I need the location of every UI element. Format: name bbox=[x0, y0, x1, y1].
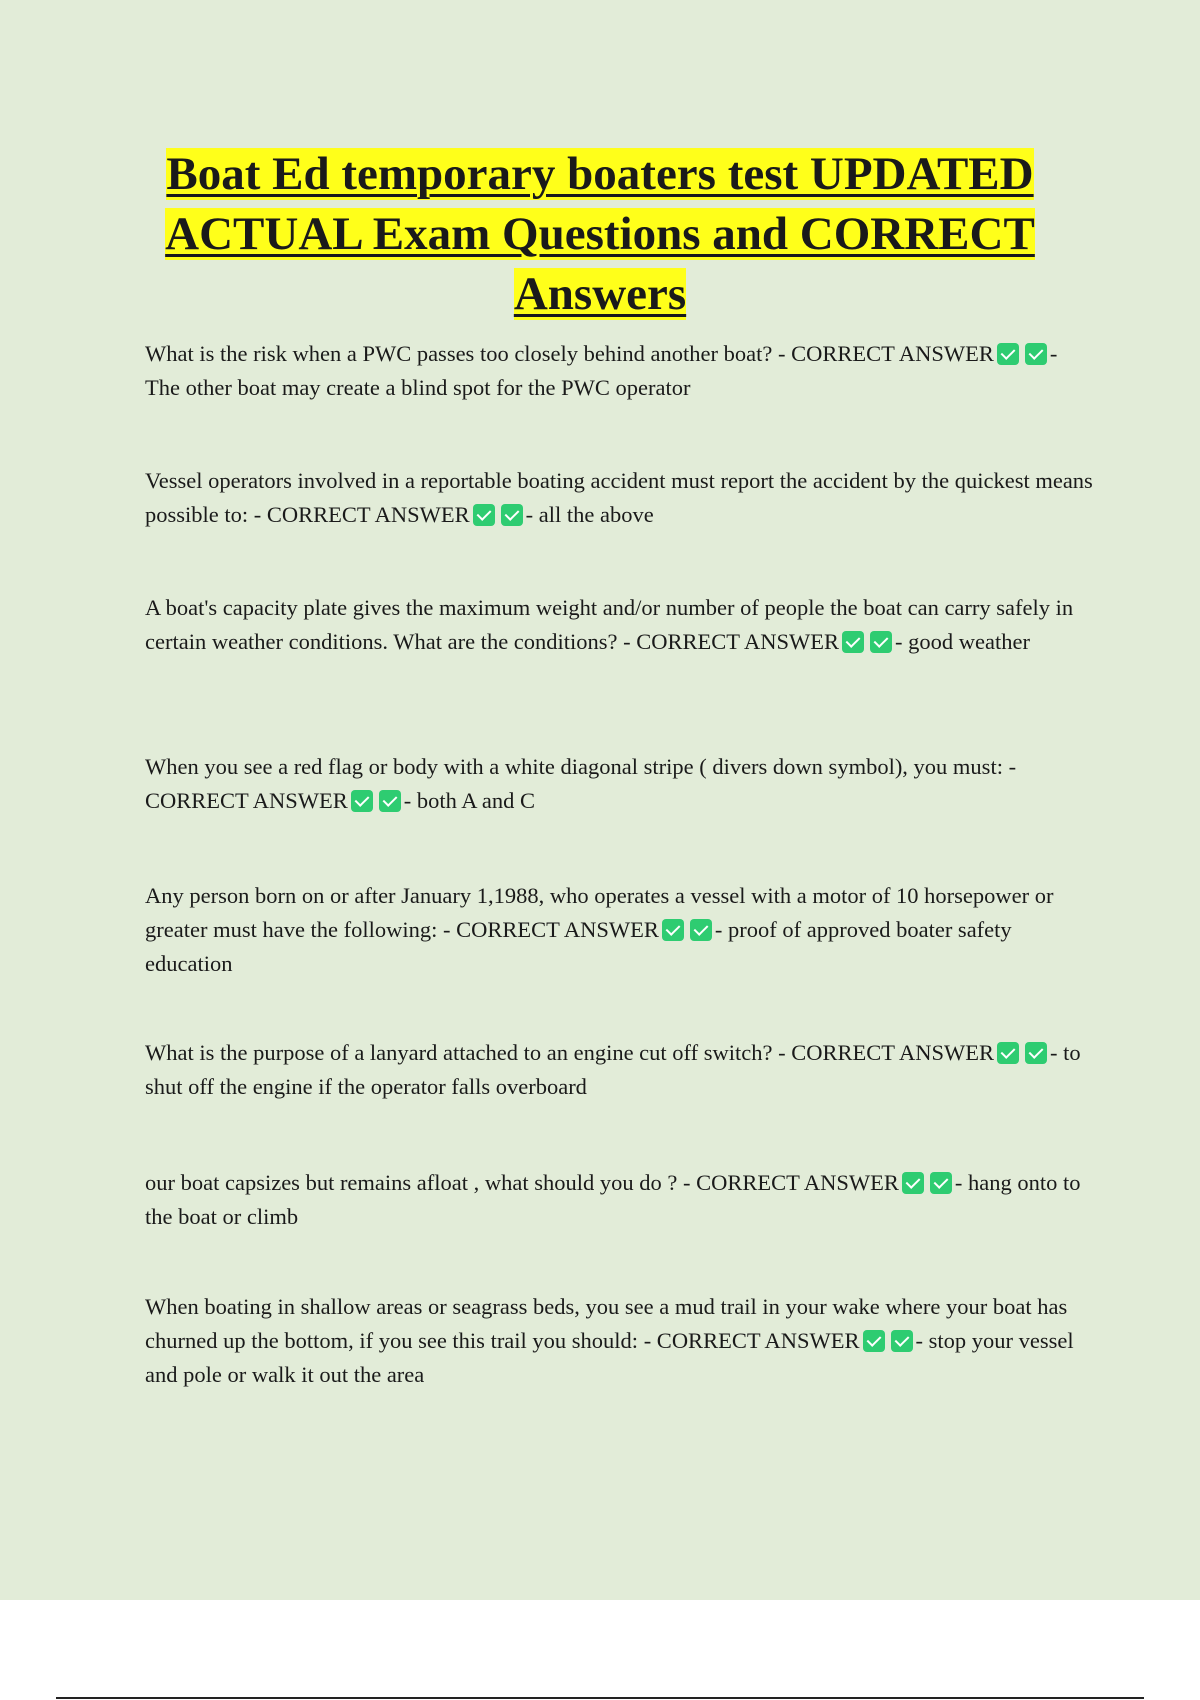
answer-text: - The other boat may create a blind spot for the PWC operator bbox=[145, 341, 1058, 400]
answer-text: - stop your vessel and pole or walk it out the area bbox=[145, 1328, 1074, 1387]
answer-text: - to shut off the engine if the operator falls overboard bbox=[145, 1040, 1081, 1099]
answer-marker: - CORRECT ANSWER bbox=[683, 1170, 899, 1195]
check-box-icon bbox=[997, 1042, 1019, 1064]
qa-item bbox=[145, 1166, 1095, 1234]
check-box-icon bbox=[662, 919, 684, 941]
answer-text: - both A and C bbox=[403, 788, 536, 813]
check-box-icon bbox=[891, 1330, 913, 1352]
answer-marker: - CORRECT ANSWER bbox=[777, 341, 994, 366]
answer-text: - hang onto to the boat or climb bbox=[145, 1170, 1081, 1229]
check-box-icon bbox=[501, 504, 523, 526]
question-text: When boating in shallow areas or seagrass beds, you see a mud trail in your wake where your boat has churned up the bottom, if you see this trail you should: bbox=[145, 1294, 1068, 1353]
answer-marker: - CORRECT ANSWER bbox=[145, 754, 1017, 813]
question-text: What is the risk when a PWC passes too closely behind another boat? bbox=[145, 341, 773, 366]
check-box-icon bbox=[351, 790, 373, 812]
check-box-icon bbox=[379, 790, 401, 812]
document-title-text: Boat Ed temporary boaters test UPDATED ACTUAL Exam Questions and CORRECT Answers bbox=[165, 148, 1035, 320]
check-box-icon bbox=[930, 1172, 952, 1194]
qa-item bbox=[145, 1290, 1095, 1392]
footer-divider bbox=[56, 1697, 1144, 1699]
answer-text: - proof of approved boater safety education bbox=[145, 917, 1012, 976]
question-text: Vessel operators involved in a reportable boating accident must report the accident by the quickest means possible to: bbox=[145, 468, 1093, 527]
qa-item bbox=[145, 464, 1095, 532]
answer-marker: - CORRECT ANSWER bbox=[253, 502, 470, 527]
answer-text: - all the above bbox=[525, 502, 654, 527]
question-text: our boat capsizes but remains afloat , what should you do ? bbox=[145, 1170, 678, 1195]
check-box-icon bbox=[1025, 1042, 1047, 1064]
question-text: What is the purpose of a lanyard attached to an engine cut off switch? bbox=[145, 1040, 773, 1065]
check-box-icon bbox=[473, 504, 495, 526]
check-box-icon bbox=[997, 343, 1019, 365]
question-text: Any person born on or after January 1,1988, who operates a vessel with a motor of 10 horsepower or greater must have the following: bbox=[145, 883, 1054, 942]
qa-item bbox=[145, 750, 1095, 818]
document-title bbox=[100, 144, 1100, 324]
question-text: A boat's capacity plate gives the maximum weight and/or number of people the boat can carry safely in certain weather conditions. What are the conditions? bbox=[145, 595, 1074, 654]
check-box-icon bbox=[690, 919, 712, 941]
check-box-icon bbox=[870, 631, 892, 653]
answer-marker: - CORRECT ANSWER bbox=[778, 1040, 994, 1065]
check-box-icon bbox=[863, 1330, 885, 1352]
check-box-icon bbox=[1025, 343, 1047, 365]
check-box-icon bbox=[842, 631, 864, 653]
answer-text: - good weather bbox=[895, 629, 1030, 654]
qa-item bbox=[145, 337, 1095, 405]
qa-item bbox=[145, 1036, 1095, 1104]
question-text: When you see a red flag or body with a white diagonal stripe ( divers down symbol), you must: bbox=[145, 754, 1003, 779]
qa-item bbox=[145, 879, 1095, 981]
answer-marker: - CORRECT ANSWER bbox=[443, 917, 659, 942]
answer-marker: - CORRECT ANSWER bbox=[643, 1328, 860, 1353]
qa-item bbox=[145, 591, 1095, 659]
answer-marker: - CORRECT ANSWER bbox=[623, 629, 840, 654]
check-box-icon bbox=[902, 1172, 924, 1194]
